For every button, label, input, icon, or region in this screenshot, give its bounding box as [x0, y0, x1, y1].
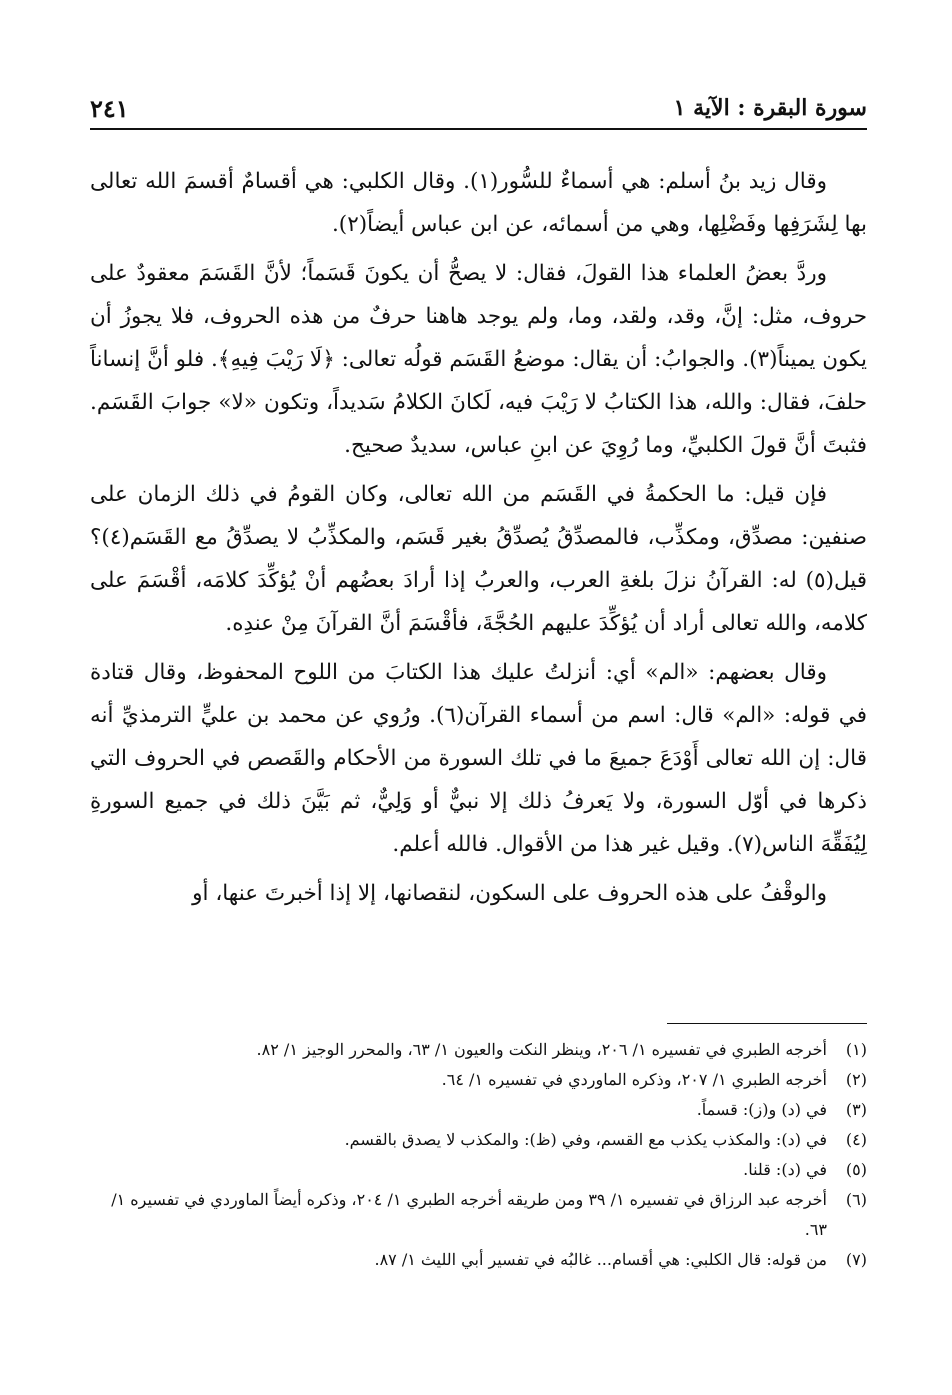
chapter-title: سورة البقرة : الآية ١ — [673, 95, 867, 121]
footnote-number: (٣) — [845, 1100, 867, 1119]
footnote-text: من قوله: قال الكلبي: هي أقسام... غالبُه في تفسير أبي الليث ١/ ٨٧. — [374, 1250, 827, 1269]
footnote-number: (٢) — [845, 1070, 867, 1089]
footnote-number: (٤) — [845, 1130, 867, 1149]
footnote — [90, 1245, 867, 1275]
footnote — [90, 1125, 867, 1155]
footnote-number: (٧) — [845, 1250, 867, 1269]
footnote — [90, 1065, 867, 1095]
paragraph: وقال بعضهم: «الم» أي: أنزلتُ عليك هذا الكتابَ من اللوح المحفوظ، وقال قتادة في قوله: «الم» قال: اسم من أسماء القرآن(٦). ورُوي عن محمد بن عليٍّ الترمذيِّ أنه قال: إن الله تعالى أَوْدَعَ جميعَ ما في تلك السورة من الأحكام والقَصص في الحروف التي ذكرها في أوّل السورة، ولا يَعرفُ ذلك إلا نبيٌّ أو وَلِيٌّ، ثم بَيَّنَ ذلك في جميع السورةِ لِيُفَقِّهَ الناس(٧). وقيل غير هذا من الأقوال. فالله أعلم. — [90, 660, 867, 857]
footnote — [90, 1035, 867, 1065]
running-header — [90, 88, 867, 130]
footnotes — [90, 1035, 867, 1275]
footnote-text: أخرجه الطبري ١/ ٢٠٧، وذكره الماوردي في تفسيره ١/ ٦٤. — [441, 1070, 827, 1089]
footnote-text: في (د) و(ز): قسماً. — [696, 1100, 827, 1119]
paragraph: وقال زيد بنُ أسلم: هي أسماءٌ للسُّور(١). وقال الكلبي: هي أقسامٌ أقسمَ الله تعالى بها لِشَرَفِها وفَضْلِها، وهي من أسمائه، عن ابن عباس أيضاً(٢). — [90, 169, 867, 237]
footnote-separator — [667, 1023, 867, 1024]
paragraph: فإن قيل: ما الحكمةُ في القَسَم من الله تعالى، وكان القومُ في ذلك الزمان على صنفين: مصدِّق، ومكذِّب، فالمصدِّقُ يُصدِّقُ بغير قَسَم، والمكذِّبُ لا يصدِّقُ مع القَسَم(٤)؟ قيل(٥) له: القرآنُ نزلَ بلغةِ العرب، والعربُ إذا أرادَ بعضُهم أنْ يُؤكِّدَ كلامَه، أقْسَمَ على كلامه، والله تعالى أراد أن يُؤكِّدَ عليهم الحُجَّةَ، فأقْسَمَ أنَّ القرآنَ مِنْ عندِه. — [90, 482, 867, 636]
paragraph: وردَّ بعضُ العلماء هذا القولَ، فقال: لا يصحُّ أن يكونَ قَسَماً؛ لأنَّ القَسَمَ معقودٌ على حروف، مثل: إنَّ، وقد، ولقد، وما، ولم يوجد هاهنا حرفٌ من هذه الحروف، فلا يجوزُ أن يكون يميناً(٣). والجوابُ: أن يقال: موضعُ القَسَم قولُه تعالى: ﴿لَا رَيْبَ فِيهِ﴾. فلو أنَّ إنساناً حلفَ، فقال: والله، هذا الكتابُ لا رَيْبَ فيه، لَكانَ الكلامُ سَديداً، وتكون «لا» جوابَ القَسَم. فثبتَ أنَّ قولَ الكلبيِّ، وما رُوِيَ عن ابنِ عباس، سديدٌ صحيح. — [90, 261, 867, 458]
footnote-text: في (د): قلنا. — [743, 1160, 827, 1179]
footnote-text: أخرجه عبد الرزاق في تفسيره ١/ ٣٩ ومن طريقه أخرجه الطبري ١/ ٢٠٤، وذكره أيضاً الماوردي في تفسيره ١/ ٦٣. — [111, 1190, 827, 1239]
footnote-number: (٦) — [845, 1190, 867, 1209]
footnote — [90, 1095, 867, 1125]
main-text — [90, 160, 867, 921]
footnote-number: (١) — [845, 1040, 867, 1059]
footnote — [90, 1185, 867, 1245]
paragraph: والوقْفُ على هذه الحروف على السكون، لنقصانها، إلا إذا أخبرتَ عنها، أو — [192, 881, 827, 906]
footnote-text: في (د): والمكذب يكذب مع القسم، وفي (ظ): والمكذب لا يصدق بالقسم. — [344, 1130, 827, 1149]
footnote-text: أخرجه الطبري في تفسيره ١/ ٢٠٦، وينظر النكت والعيون ١/ ٦٣، والمحرر الوجيز ١/ ٨٢. — [256, 1040, 827, 1059]
footnote-number: (٥) — [845, 1160, 867, 1179]
page-number: ٢٤١ — [90, 93, 129, 123]
footnote — [90, 1155, 867, 1185]
